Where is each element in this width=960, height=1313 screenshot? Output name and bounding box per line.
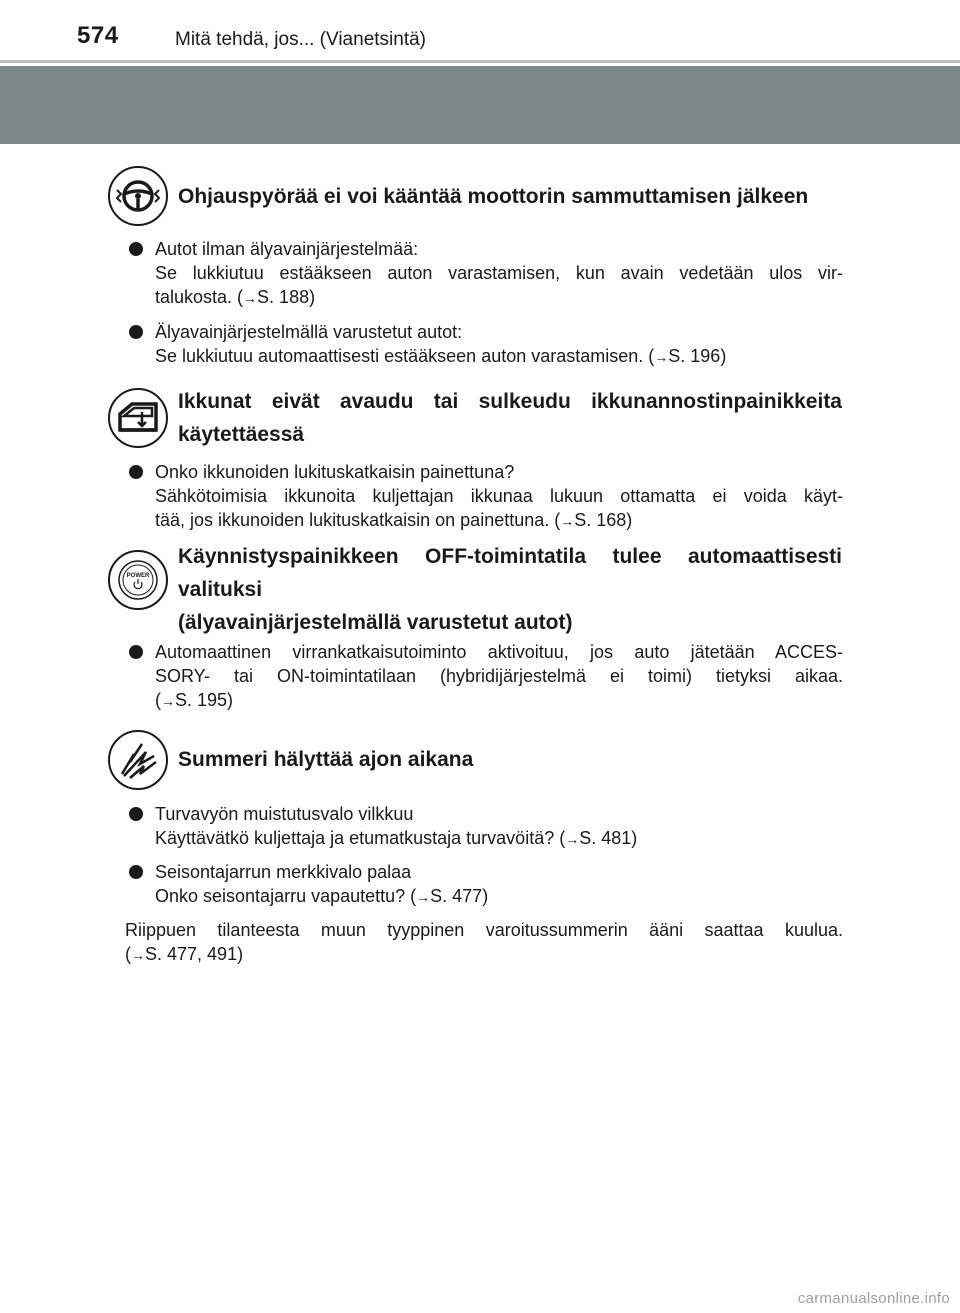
- list-item: Autot ilman älyavainjärjestelmää: Se lukkiutuu estääkseen auton varastamisen, kun avain vedetään ulos vir- talukosta. (→S. 188): [125, 237, 843, 310]
- bullet-dot: [129, 242, 143, 256]
- page-number: 574: [77, 22, 119, 49]
- arrow-right-icon: →: [131, 947, 145, 963]
- arrow-right-icon: →: [654, 349, 669, 365]
- page-reference-link[interactable]: S. 477, 491): [145, 944, 244, 964]
- buzzer-icon: [108, 730, 168, 790]
- page-reference-link[interactable]: S. 196): [668, 346, 727, 366]
- page-header: [0, 0, 960, 62]
- bullet-dot: [129, 325, 143, 339]
- section-title: Käynnistyspainikkeen OFF-toimintatila tulee automaattisesti valituksi (älyavainjärjestelmällä varustetut autot): [178, 545, 842, 634]
- power-button-icon: [108, 550, 168, 610]
- arrow-right-icon: →: [560, 513, 575, 529]
- bullet-dot: [129, 807, 143, 821]
- bullet-dot: [129, 645, 143, 659]
- section-title: Summeri hälyttää ajon aikana: [178, 748, 474, 771]
- steering-wheel-warning-icon: [108, 166, 168, 226]
- bullet-dot: [129, 465, 143, 479]
- chapter-title: Mitä tehdä, jos... (Vianetsintä): [175, 29, 426, 50]
- bullet-dot: [129, 865, 143, 879]
- page-reference-link[interactable]: S. 481): [579, 828, 638, 848]
- page-reference-link[interactable]: S. 188): [257, 287, 316, 307]
- list-item: Älyavainjärjestelmällä varustetut autot: Se lukkiutuu automaattisesti estääkseen auton varastamisen. (→S. 196): [125, 320, 843, 369]
- arrow-right-icon: →: [416, 889, 431, 905]
- power-window-icon: [108, 388, 168, 448]
- list-item: Turvavyön muistutusvalo vilkkuu Käyttävätkö kuljettaja ja etumatkustaja turvavöitä? (→S. 481): [125, 802, 843, 851]
- list-item: Onko ikkunoiden lukituskatkaisin painettuna? Sähkötoimisia ikkunoita kuljettajan ikkunaa lukuun ottamatta ei voida käyt- tää, jos ikkunoiden lukituskatkaisin on painettuna. (→S. 168): [125, 460, 843, 533]
- page-reference-link[interactable]: S. 195): [175, 690, 234, 710]
- list-item: Automaattinen virrankatkaisutoiminto aktivoituu, jos auto jätetään ACCES- SORY- tai ON-toimintatilaan (hybridijärjestelmä ei toimi) tietyksi aikaa. (→S. 195): [125, 640, 843, 713]
- arrow-right-icon: →: [565, 831, 580, 847]
- watermark: carmanualsonline.info: [797, 1290, 950, 1307]
- page-reference-link[interactable]: S. 168): [574, 510, 633, 530]
- arrow-right-icon: →: [161, 693, 175, 709]
- page-reference-link[interactable]: S. 477): [430, 886, 489, 906]
- gray-banner: [0, 66, 960, 144]
- list-item: Seisontajarrun merkkivalo palaa Onko seisontajarru vapautettu? (→S. 477): [125, 860, 843, 909]
- section-title: Ohjauspyörää ei voi kääntää moottorin sammuttamisen jälkeen: [178, 185, 809, 208]
- note-paragraph: Riippuen tilanteesta muun tyyppinen varoitussummerin ääni saattaa kuulua. (→S. 477, 491): [125, 920, 843, 964]
- header-divider: [0, 60, 960, 63]
- power-button-label: POWER: [126, 573, 150, 579]
- arrow-right-icon: →: [243, 290, 258, 306]
- section-title: Ikkunat eivät avaudu tai sulkeudu ikkunannostinpainikkeita käytettäessä: [178, 390, 842, 446]
